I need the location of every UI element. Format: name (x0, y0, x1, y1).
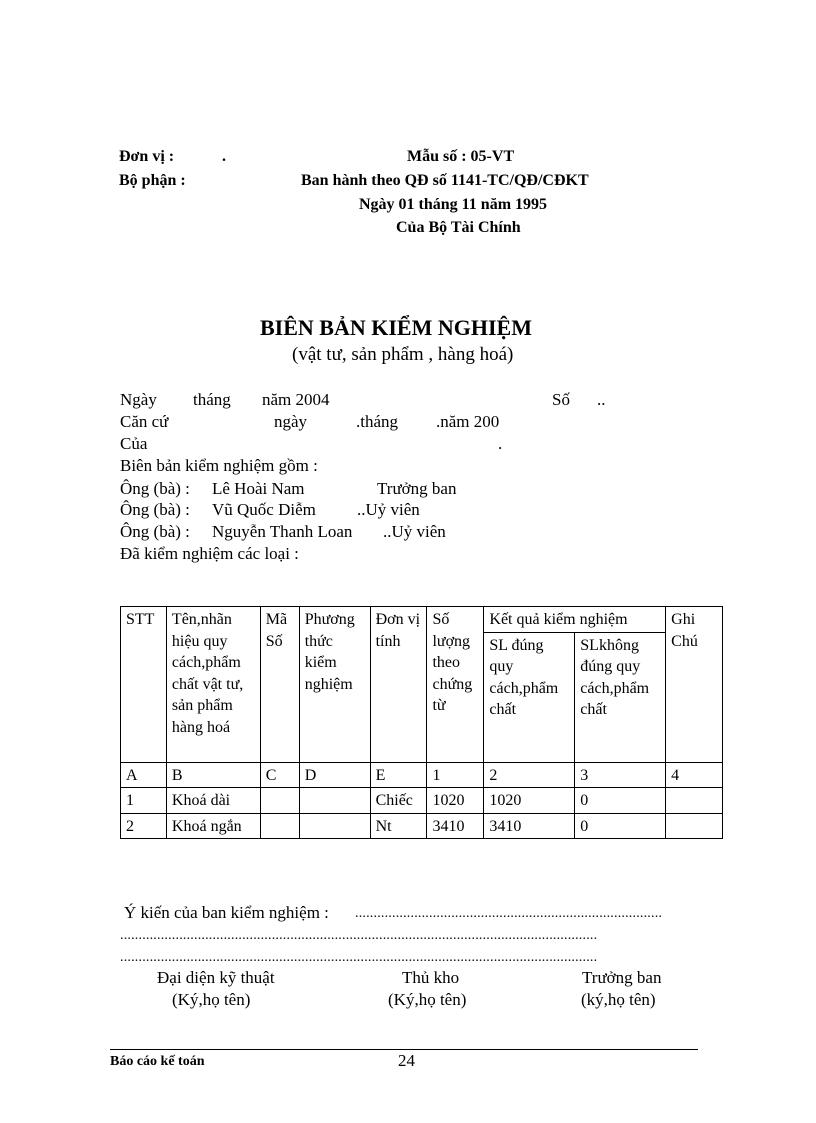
table-cell: Khoá ngắn (166, 813, 260, 839)
header-document-quantity: Số lượng theo chứng từ (427, 607, 484, 763)
nam-label: năm 2004 (262, 390, 330, 409)
signature-title: Thủ kho (402, 968, 460, 987)
member-prefix: Ông (bà) : (120, 522, 190, 541)
table-row (121, 788, 723, 814)
table-cell (299, 788, 370, 814)
signature-title: Trưởng ban (582, 968, 662, 987)
ban-hanh: Ban hành theo QĐ số 1141-TC/QĐ/CĐKT (301, 172, 589, 189)
header-unit: Đơn vị tính (370, 607, 427, 763)
document-subtitle: (vật tư, sản phẩm , hàng hoá) (292, 344, 514, 365)
cua-label: Của (120, 434, 148, 453)
can-cu-label: Căn cứ (120, 412, 169, 431)
member-name: Lê Hoài Nam (212, 479, 305, 498)
so-label: Số (552, 390, 570, 409)
signature-title: Đại diện kỹ thuật (157, 968, 275, 987)
table-cell: 2 (484, 762, 575, 788)
table-cell: 3410 (484, 813, 575, 839)
table-cell (299, 813, 370, 839)
header-method: Phương thức kiểm nghiệm (299, 607, 370, 763)
opinion-dots: ................................................................................................................................. (120, 928, 598, 943)
table-cell (260, 788, 299, 814)
table-cell: Chiếc (370, 788, 427, 814)
header-stt: STT (121, 607, 167, 763)
table-cell: 1020 (427, 788, 484, 814)
can-cu-ngay: ngày (274, 412, 308, 431)
header-item-name: Tên,nhãn hiệu quy cách,phẩm chất vật tư, sản phẩm hàng hoá (166, 607, 260, 763)
header-qty-correct: SL đúng quy cách,phẩm chất (484, 632, 575, 762)
opinion-label: Ý kiến của ban kiểm nghiệm : (124, 903, 329, 922)
can-cu-nam: .năm 200 (436, 412, 500, 431)
ngay-label: Ngày (120, 390, 157, 409)
document-title: BIÊN BẢN KIỂM NGHIỆM (260, 315, 532, 340)
table-row (121, 813, 723, 839)
table-cell: 4 (666, 762, 723, 788)
table-cell: E (370, 762, 427, 788)
table-cell: 1 (121, 788, 167, 814)
so-value: .. (597, 390, 606, 409)
cua-value: . (498, 434, 503, 453)
member-role: ..Uỷ viên (383, 522, 446, 541)
table-header-row (121, 607, 723, 633)
footer-label: Báo cáo kế toán (110, 1054, 205, 1069)
opinion-dots: ................................................................................... (355, 906, 663, 921)
table-cell: 1 (427, 762, 484, 788)
member-prefix: Ông (bà) : (120, 500, 190, 519)
footer-rule (110, 1049, 698, 1050)
table-cell: 2 (121, 813, 167, 839)
table-cell: C (260, 762, 299, 788)
header-qty-incorrect: SLkhông đúng quy cách,phẩm chất (575, 632, 666, 762)
member-name: Vũ Quốc Diễm (212, 500, 316, 519)
member-role: Trưởng ban (377, 479, 457, 498)
inspected-items-label: Đã kiểm nghiệm các loại : (120, 544, 299, 563)
don-vi-value: . (222, 148, 226, 165)
table-cell: B (166, 762, 260, 788)
ban-hanh-date: Ngày 01 tháng 11 năm 1995 (359, 196, 548, 213)
inspection-table (120, 606, 723, 839)
table-cell: Nt (370, 813, 427, 839)
table-code-row (121, 762, 723, 788)
issuing-body: Của Bộ Tài Chính (396, 219, 521, 236)
table-cell: D (299, 762, 370, 788)
mau-so: Mẫu số : 05-VT (407, 148, 515, 165)
table-cell (666, 788, 723, 814)
header-inspection-result: Kết quả kiểm nghiệm (484, 607, 666, 633)
table-cell (260, 813, 299, 839)
signature-note: (Ký,họ tên) (388, 990, 467, 1009)
table-cell: 0 (575, 813, 666, 839)
header-code: Mã Số (260, 607, 299, 763)
bo-phan-label: Bộ phận : (119, 172, 186, 189)
table-cell (666, 813, 723, 839)
member-role: ..Uỷ viên (357, 500, 420, 519)
signature-note: (Ký,họ tên) (172, 990, 251, 1009)
header-notes: Ghi Chú (666, 607, 723, 763)
page-number: 24 (398, 1051, 415, 1070)
table-cell: Khoá dài (166, 788, 260, 814)
signature-note: (ký,họ tên) (581, 990, 656, 1009)
member-prefix: Ông (bà) : (120, 479, 190, 498)
don-vi-label: Đơn vị : (119, 148, 175, 165)
table-cell: A (121, 762, 167, 788)
member-name: Nguyễn Thanh Loan (212, 522, 353, 541)
table-cell: 1020 (484, 788, 575, 814)
table-cell: 3410 (427, 813, 484, 839)
table-cell: 3 (575, 762, 666, 788)
thang-label: tháng (193, 390, 231, 409)
opinion-dots: ................................................................................................................................. (120, 950, 598, 965)
can-cu-thang: .tháng (356, 412, 399, 431)
table-cell: 0 (575, 788, 666, 814)
committee-intro: Biên bản kiểm nghiệm gồm : (120, 456, 318, 475)
